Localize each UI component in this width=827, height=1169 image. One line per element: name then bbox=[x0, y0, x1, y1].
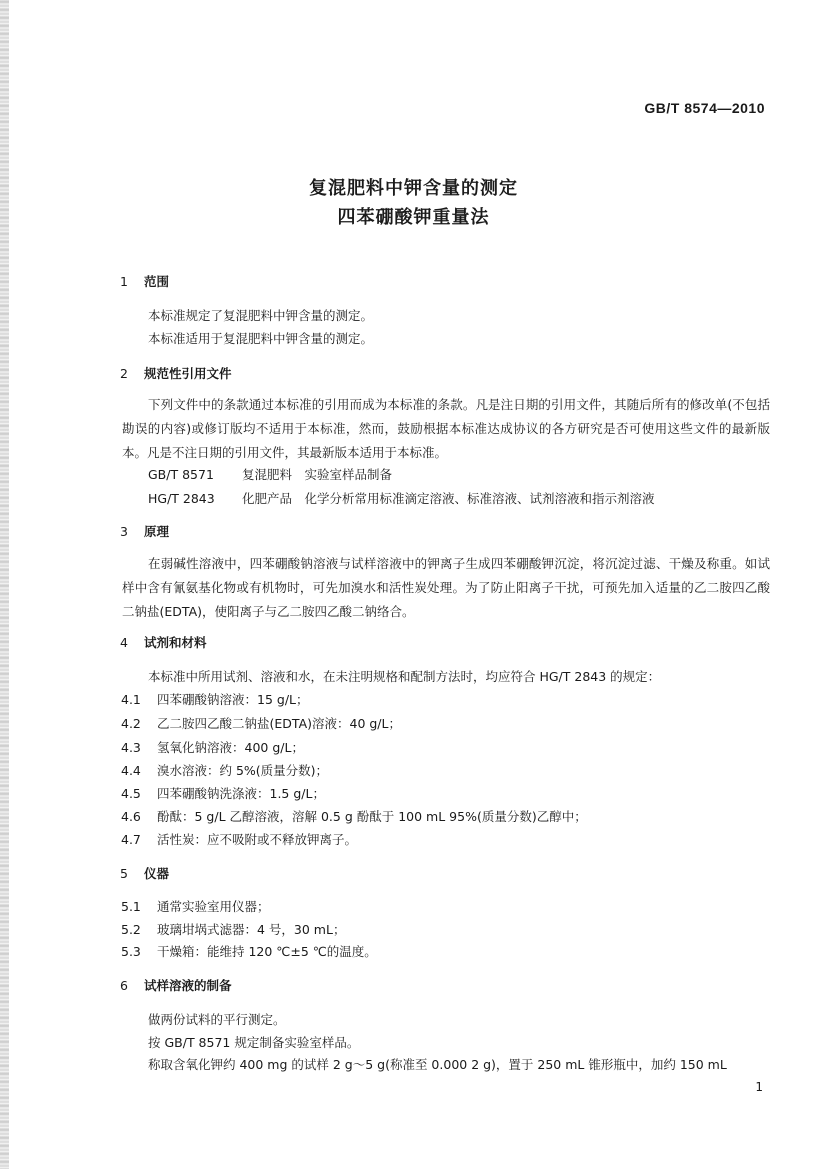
document-title: 复混肥料中钾含量的测定 bbox=[309, 178, 518, 199]
reagent-item bbox=[121, 830, 357, 848]
section-number: 6 bbox=[120, 978, 128, 993]
item-text: 干燥箱：能维持 120 ℃±5 ℃的温度。 bbox=[157, 944, 377, 959]
section-number: 2 bbox=[120, 366, 128, 381]
principle-paragraph: 在弱碱性溶液中，四苯硼酸钠溶液与试样溶液中的钾离子生成四苯硼酸钾沉淀，将沉淀过滤、干燥及称重。如试样中含有氰氨基化物或有机物时，可先加溴水和活性炭处理。为了防止阳离子干扰，可预先加入适量的乙二胺四乙酸二钠盐(EDTA)，使阳离子与乙二胺四乙酸二钠络合。 bbox=[122, 556, 770, 619]
document-subtitle: 四苯硼酸钾重量法 bbox=[337, 207, 490, 228]
sample-line-2: 按 GB/T 8571 规定制备实验室样品。 bbox=[148, 1035, 360, 1050]
item-text: 四苯硼酸钠洗涤液：1.5 g/L； bbox=[157, 786, 325, 801]
ref-title: 复混肥料 实验室样品制备 bbox=[242, 467, 393, 482]
item-number: 4.6 bbox=[121, 809, 141, 824]
section-heading-scope bbox=[120, 272, 169, 290]
section-number: 1 bbox=[120, 274, 128, 289]
ref-item bbox=[148, 489, 655, 507]
apparatus-item bbox=[121, 942, 377, 960]
apparatus-item bbox=[121, 897, 270, 915]
reagent-item bbox=[121, 761, 328, 779]
item-text: 四苯硼酸钠溶液：15 g/L； bbox=[157, 692, 309, 707]
apparatus-item bbox=[121, 920, 345, 938]
reagent-item bbox=[121, 714, 401, 732]
scope-line-1: 本标准规定了复混肥料中钾含量的测定。 bbox=[148, 308, 374, 323]
section-heading-principle bbox=[120, 522, 169, 540]
item-number: 5.2 bbox=[121, 922, 141, 937]
sample-line-3: 称取含氧化钾约 400 mg 的试样 2 g～5 g(称准至 0.000 2 g)，置于 250 mL 锥形瓶中，加约 150 mL bbox=[148, 1057, 727, 1072]
item-number: 4.4 bbox=[121, 763, 141, 778]
item-number: 4.3 bbox=[121, 740, 141, 755]
item-number: 5.1 bbox=[121, 899, 141, 914]
reagent-item bbox=[121, 690, 309, 708]
item-text: 乙二胺四乙酸二钠盐(EDTA)溶液：40 g/L； bbox=[157, 716, 401, 731]
section-title: 试剂和材料 bbox=[144, 635, 207, 650]
reagent-item bbox=[121, 807, 587, 825]
reagent-item bbox=[121, 784, 325, 802]
scope-line-2: 本标准适用于复混肥料中钾含量的测定。 bbox=[148, 331, 374, 346]
sample-line-1: 做两份试料的平行测定。 bbox=[148, 1012, 286, 1027]
item-number: 4.7 bbox=[121, 832, 141, 847]
section-heading-refs bbox=[120, 364, 232, 382]
item-number: 4.1 bbox=[121, 692, 141, 707]
ref-title: 化肥产品 化学分析常用标准滴定溶液、标准溶液、试剂溶液和指示剂溶液 bbox=[242, 491, 655, 506]
ref-code: HG/T 2843 bbox=[148, 491, 215, 506]
section-title: 原理 bbox=[144, 524, 170, 539]
section-heading-sample bbox=[120, 976, 232, 994]
item-text: 活性炭：应不吸附或不释放钾离子。 bbox=[157, 832, 358, 847]
section-number: 4 bbox=[120, 635, 128, 650]
item-text: 通常实验室用仪器； bbox=[157, 899, 270, 914]
reagents-intro: 本标准中所用试剂、溶液和水，在未注明规格和配制方法时，均应符合 HG/T 2843 的规定： bbox=[148, 669, 661, 684]
section-heading-reagents bbox=[120, 633, 207, 651]
standard-number: GB/T 8574—2010 bbox=[644, 100, 765, 116]
page-number: 1 bbox=[755, 1080, 763, 1094]
section-title: 规范性引用文件 bbox=[144, 366, 232, 381]
section-title: 试样溶液的制备 bbox=[144, 978, 232, 993]
section-number: 3 bbox=[120, 524, 128, 539]
section-title: 范围 bbox=[144, 274, 170, 289]
ref-code: GB/T 8571 bbox=[148, 467, 214, 482]
item-number: 4.5 bbox=[121, 786, 141, 801]
reagent-item bbox=[121, 738, 304, 756]
item-text: 玻璃坩埚式滤器：4 号，30 mL； bbox=[157, 922, 346, 937]
item-text: 溴水溶液：约 5%(质量分数)； bbox=[157, 763, 329, 778]
section-number: 5 bbox=[120, 866, 128, 881]
refs-paragraph: 下列文件中的条款通过本标准的引用而成为本标准的条款。凡是注日期的引用文件，其随后所有的修改单(不包括勘误的内容)或修订版均不适用于本标准，然而，鼓励根据本标准达成协议的各方研究是否可使用这些文件的最新版本。凡是不注日期的引用文件，其最新版本适用于本标准。 bbox=[122, 397, 770, 460]
section-title: 仪器 bbox=[144, 866, 170, 881]
ref-item bbox=[148, 465, 392, 483]
section-heading-apparatus bbox=[120, 864, 169, 882]
item-number: 5.3 bbox=[121, 944, 141, 959]
item-text: 酚酞：5 g/L 乙醇溶液，溶解 0.5 g 酚酞于 100 mL 95%(质量分数)乙醇中； bbox=[157, 809, 587, 824]
item-number: 4.2 bbox=[121, 716, 141, 731]
item-text: 氢氧化钠溶液：400 g/L； bbox=[157, 740, 304, 755]
